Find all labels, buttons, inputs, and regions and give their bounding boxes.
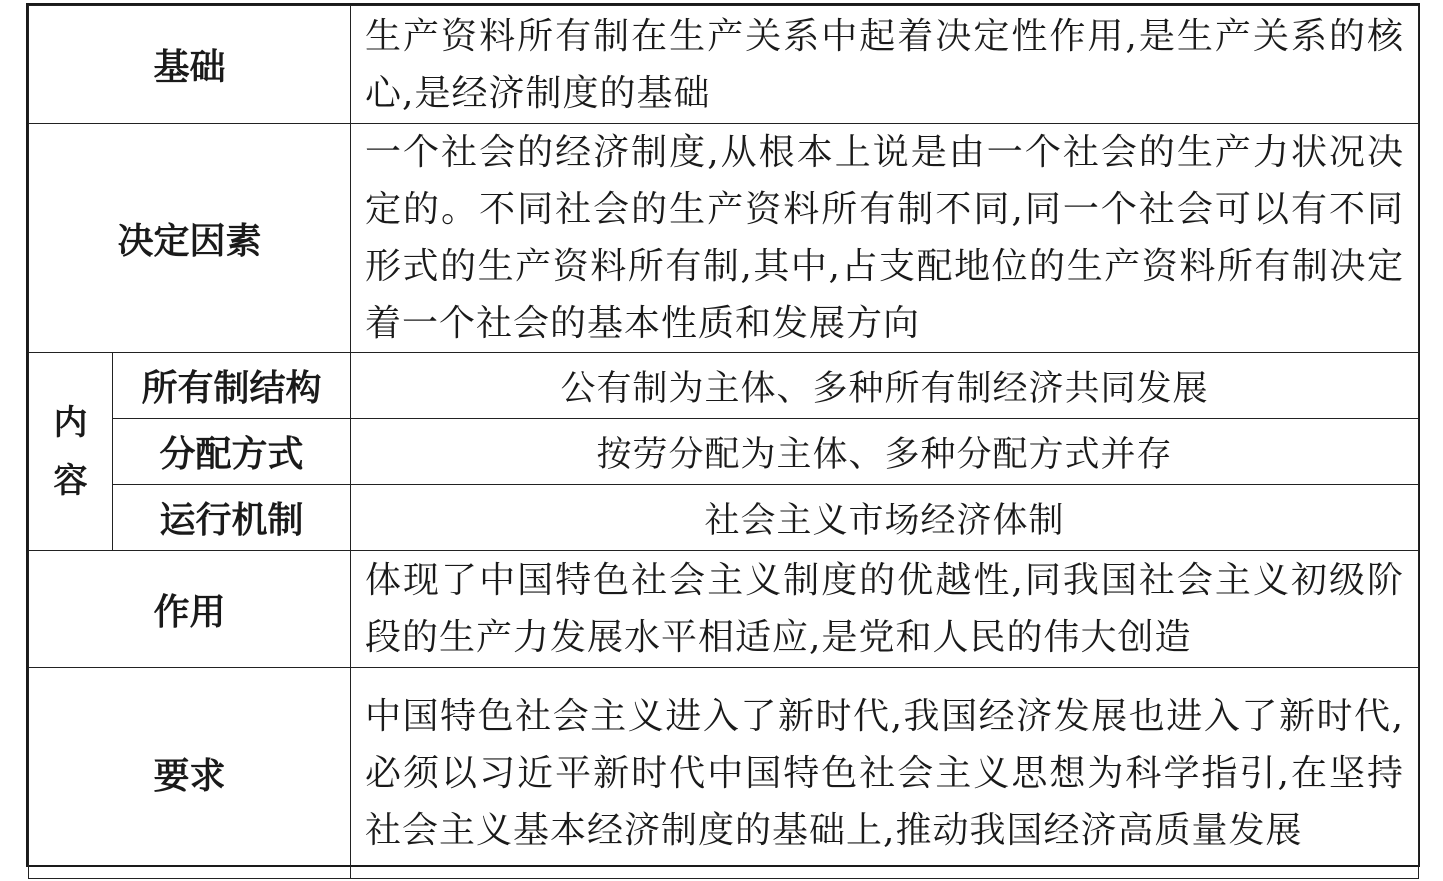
label-content-line2: 容: [53, 460, 88, 501]
row-role: [29, 551, 1419, 668]
economic-system-table: [28, 5, 1419, 879]
label-role: 作用: [29, 551, 351, 668]
label-content: [29, 353, 113, 551]
text-role: 体现了中国特色社会主义制度的优越性,同我国社会主义初级阶段的生产力发展水平相适应,是党和人民的伟大创造: [351, 551, 1419, 668]
text-basis: 生产资料所有制在生产关系中起着决定性作用,是生产关系的核心,是经济制度的基础: [351, 6, 1419, 124]
label-distribution: 分配方式: [113, 419, 351, 485]
label-basis: 基础: [29, 6, 351, 124]
label-factors: 决定因素: [29, 124, 351, 353]
label-mechanism: 运行机制: [113, 485, 351, 551]
economic-system-table-frame: [26, 3, 1420, 867]
row-mechanism: [29, 485, 1419, 551]
text-ownership: 公有制为主体、多种所有制经济共同发展: [351, 353, 1419, 419]
row-requirement: [29, 668, 1419, 879]
text-factors: 一个社会的经济制度,从根本上说是由一个社会的生产力状况决定的。不同社会的生产资料所有制不同,同一个社会可以有不同形式的生产资料所有制,其中,占支配地位的生产资料所有制决定着一个社会的基本性质和发展方向: [351, 124, 1419, 353]
row-ownership: [29, 353, 1419, 419]
label-ownership: 所有制结构: [113, 353, 351, 419]
row-distribution: [29, 419, 1419, 485]
row-factors: [29, 124, 1419, 353]
text-requirement: 中国特色社会主义进入了新时代,我国经济发展也进入了新时代,必须以习近平新时代中国特色社会主义思想为科学指引,在坚持社会主义基本经济制度的基础上,推动我国经济高质量发展: [351, 668, 1419, 879]
text-distribution: 按劳分配为主体、多种分配方式并存: [351, 419, 1419, 485]
label-content-line1: 内: [53, 402, 88, 443]
text-mechanism: 社会主义市场经济体制: [351, 485, 1419, 551]
label-requirement: 要求: [29, 668, 351, 879]
row-basis: [29, 6, 1419, 124]
